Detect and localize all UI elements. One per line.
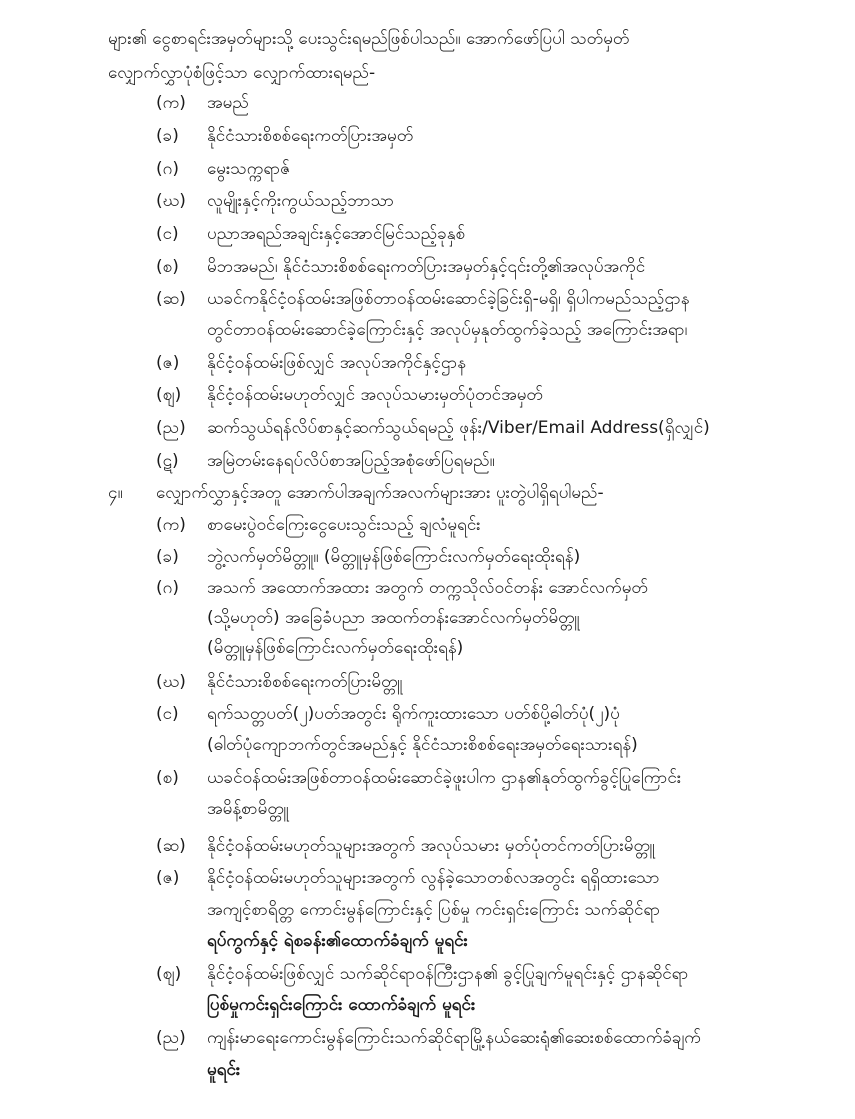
item-text: နိုင်ငံ့ဝန်ထမ်းမဟုတ်သူများအတွက် လွန်ခဲ့သောတစ်လအတွင်း ရရှိထားသော — [207, 868, 660, 888]
item-text: အမည် — [207, 93, 249, 113]
item-text: ယခင်ဝန်ထမ်းအဖြစ်တာဝန်ထမ်းဆောင်ခဲ့ဖူးပါက ဌာန၏နုတ်ထွက်ခွင့်ပြုကြောင်း — [207, 768, 682, 788]
item-label: (ခ) — [156, 547, 179, 567]
item-text-continued: မူရင်း — [207, 1060, 241, 1080]
item-label: (ဈ) — [156, 385, 182, 405]
intro-line-1: များ၏ ငွေစာရင်းအမှတ်များသို့ ပေးသွင်းရမည်ဖြစ်ပါသည်။ အောက်ဖော်ပြပါ သတ်မှတ် — [108, 29, 630, 49]
item-text: မွေးသက္ကရာဇ် — [207, 159, 291, 179]
item-label: (စ) — [156, 257, 179, 277]
item-text: အမြဲတမ်းနေရပ်လိပ်စာအပြည့်အစုံဖော်ပြရမည်။ — [207, 451, 495, 471]
item-label: (ဇ) — [156, 868, 180, 888]
item-label: (င) — [156, 224, 179, 244]
item-label: (ဂ) — [156, 159, 179, 179]
item-text: ဘွဲ့လက်မှတ်မိတ္တူ။ (မိတ္တူမှန်ဖြစ်ကြောင်းလက်မှတ်ရေးထိုးရန်) — [207, 547, 581, 567]
item-label: (ဆ) — [156, 289, 186, 309]
item-text: မိဘအမည်၊ နိုင်ငံသားစိစစ်ရေးကတ်ပြားအမှတ်နှင့်၎င်းတို့၏အလုပ်အကိုင် — [207, 257, 646, 277]
item-text-continued: (သို့မဟုတ်) အခြေခံပညာ အထက်တန်းအောင်လက်မှတ်မိတ္တူ — [207, 608, 580, 628]
item-text: ရက်သတ္တပတ်(၂)ပတ်အတွင်း ရိုက်ကူးထားသော ပတ်စ်ပို့ဓါတ်ပုံ(၂)ပုံ — [207, 704, 620, 724]
item-label: (က) — [156, 515, 186, 535]
item-text: နိုင်ငံသားစိစစ်ရေးကတ်ပြားအမှတ် — [207, 126, 414, 146]
item-text: စာမေးပွဲဝင်ကြေးငွေပေးသွင်းသည့် ချလံမူရင်း — [207, 515, 481, 535]
item-text: ယခင်ကနိုင်ငံ့ဝန်ထမ်းအဖြစ်တာဝန်ထမ်းဆောင်ခဲ့ခြင်းရှိ-မရှိ၊ ရှိပါကမည်သည့်ဌာန — [207, 289, 690, 309]
item-label: (ည) — [156, 1028, 186, 1048]
item-label: (ဂ) — [156, 578, 179, 598]
item-text: ဆက်သွယ်ရန်လိပ်စာနှင့်ဆက်သွယ်ရမည့် ဖုန်း/Viber/Email Address(ရှိလျှင်) — [207, 418, 710, 438]
item-text: နိုင်ငံ့ဝန်ထမ်းမဟုတ်လျှင် အလုပ်သမားမှတ်ပုံတင်အမှတ် — [207, 385, 543, 405]
item-text-continued: အကျင့်စာရိတ္တ ကောင်းမွန်ကြောင်းနှင့် ပြစ်မှု ကင်းရှင်းကြောင်း သက်ဆိုင်ရာ — [207, 900, 661, 920]
item-label: (ည) — [156, 418, 186, 438]
item-text-continued: (မိတ္တူမှန်ဖြစ်ကြောင်းလက်မှတ်ရေးထိုးရန်) — [207, 638, 464, 658]
item-label: (က) — [156, 93, 186, 113]
item-text: လူမျိုးနှင့်ကိုးကွယ်သည့်ဘာသာ — [207, 191, 395, 211]
item-label: (င) — [156, 704, 179, 724]
item-text-continued: တွင်တာဝန်ထမ်းဆောင်ခဲ့ကြောင်းနှင့် အလုပ်မှနုတ်ထွက်ခဲ့သည့် အကြောင်းအရာ၊ — [207, 320, 688, 340]
item-text: ကျန်းမာရေးကောင်းမွန်ကြောင်းသက်ဆိုင်ရာမြို့နယ်ဆေးရုံ၏ဆေးစစ်ထောက်ခံချက် — [207, 1028, 701, 1048]
item-text: ပညာအရည်အချင်းနှင့်အောင်မြင်သည့်ခုနှစ် — [207, 224, 466, 244]
item-text: နိုင်ငံ့ဝန်ထမ်းမဟုတ်သူများအတွက် အလုပ်သမား မှတ်ပုံတင်ကတ်ပြားမိတ္တူ — [207, 836, 655, 856]
section-number: ၄။ — [108, 483, 123, 503]
item-label: (ဋ) — [156, 451, 179, 471]
item-label: (ဈ) — [156, 964, 182, 984]
section-heading: လျှောက်လွှာနှင့်အတူ အောက်ပါအချက်အလက်များအား ပူးတွဲပါရှိရပါမည်- — [156, 483, 604, 503]
item-text-continued: ရပ်ကွက်နှင့် ရဲစခန်း၏ထောက်ခံချက် မူရင်း — [207, 931, 468, 951]
intro-line-2: လျှောက်လွှာပုံစံဖြင့်သာ လျှောက်ထားရမည်- — [108, 63, 376, 83]
item-text-continued: အမိန့်စာမိတ္တူ — [207, 799, 289, 819]
item-text: နိုင်ငံ့ဝန်ထမ်းဖြစ်လျှင် သက်ဆိုင်ရာဝန်ကြီးဌာန၏ ခွင့်ပြုချက်မူရင်းနှင့် ဌာနဆိုင်ရာ — [207, 964, 689, 984]
item-text-continued: ပြစ်မှုကင်းရှင်းကြောင်း ထောက်ခံချက် မူရင်း — [207, 995, 476, 1015]
item-text: နိုင်ငံသားစိစစ်ရေးကတ်ပြားမိတ္တူ — [207, 672, 403, 692]
item-label: (ခ) — [156, 126, 179, 146]
item-text-continued: (ဓါတ်ပုံကျောဘက်တွင်အမည်နှင့် နိုင်ငံသားစိစစ်ရေးအမှတ်ရေးသားရန်) — [207, 735, 638, 755]
item-label: (ဃ) — [156, 672, 186, 692]
item-label: (ဆ) — [156, 836, 186, 856]
item-label: (စ) — [156, 768, 179, 788]
item-text: နိုင်ငံ့ဝန်ထမ်းဖြစ်လျှင် အလုပ်အကိုင်နှင့်ဌာန — [207, 353, 467, 373]
item-label: (ဇ) — [156, 353, 180, 373]
item-text: အသက် အထောက်အထား အတွက် တက္ကသိုလ်ဝင်တန်း အောင်လက်မှတ် — [207, 578, 648, 598]
item-label: (ဃ) — [156, 191, 186, 211]
